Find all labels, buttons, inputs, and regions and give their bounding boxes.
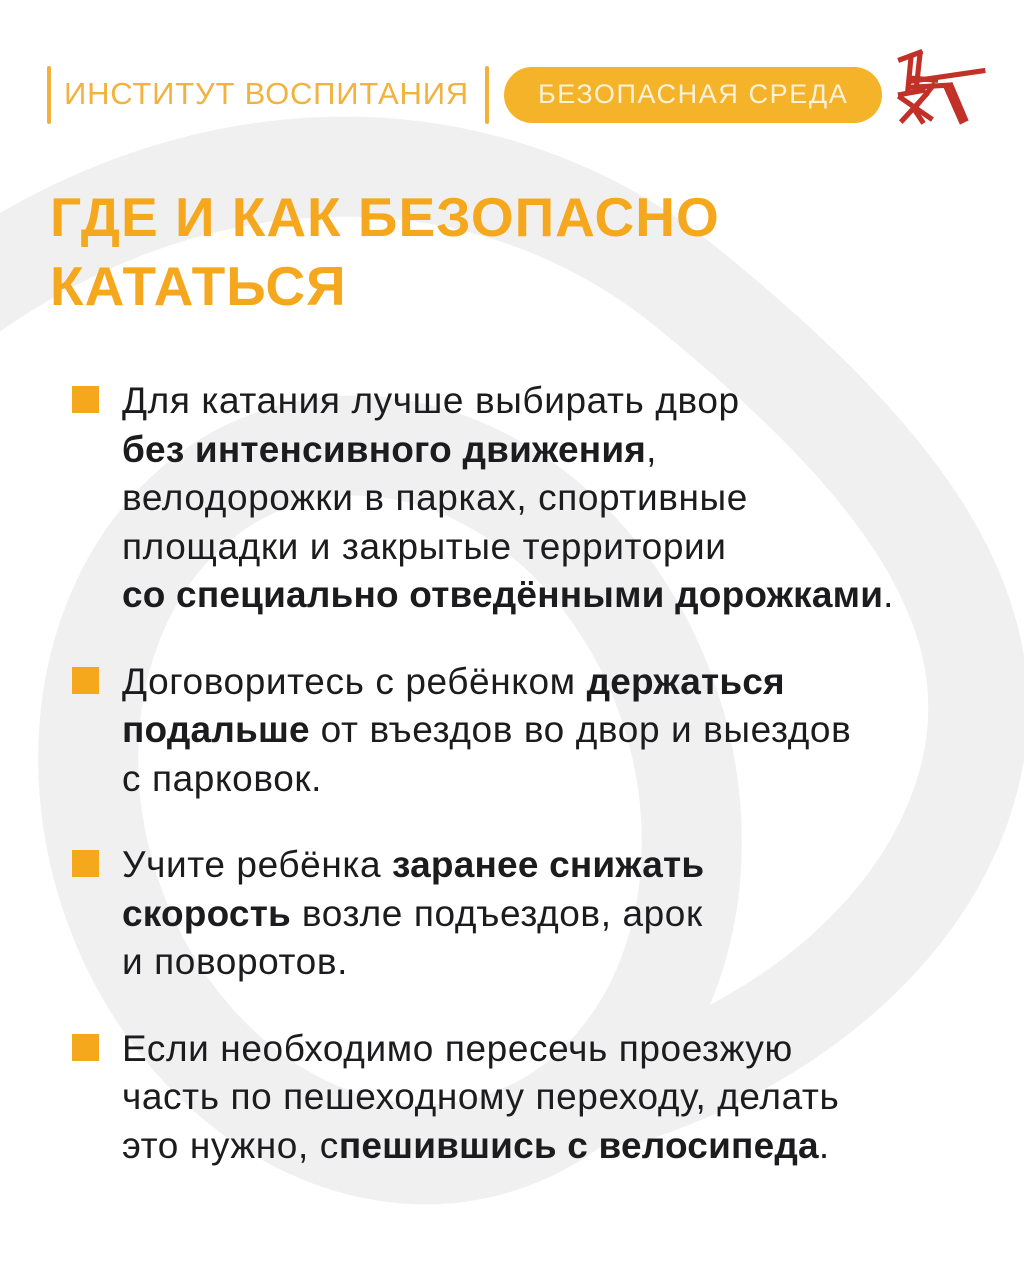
brand-divider-left — [47, 66, 51, 124]
page-title — [50, 183, 720, 321]
bullet-text: Учите ребёнка заранее снижать скорость возле подъездов, арок и поворотов. — [122, 844, 705, 982]
header — [47, 46, 988, 144]
page-title-line-1: ГДЕ И КАК БЕЗОПАСНО — [50, 186, 720, 248]
bullet-text: Для катания лучше выбирать двор без интенсивного движения, велодорожки в парках, спортивные площадки и закрытые территории со специально отведёнными дорожками. — [122, 380, 895, 615]
bullet-text: Договоритесь с ребёнком держаться подальше от въездов во двор и выездов с парковок. — [122, 660, 852, 799]
bullet-list — [72, 377, 974, 1208]
square-bullet-icon — [72, 386, 99, 413]
bullet-text: Если необходимо пересечь проезжую часть по пешеходному переходу, делать это нужно, спешившись с велосипеда. — [122, 1027, 840, 1166]
list-item — [72, 1025, 974, 1171]
list-item — [72, 377, 974, 620]
brand-title: ИНСТИТУТ ВОСПИТАНИЯ — [64, 76, 469, 111]
list-item — [72, 841, 974, 987]
square-bullet-icon — [72, 850, 99, 877]
brand-divider-right — [485, 66, 489, 124]
square-bullet-icon — [72, 1034, 99, 1061]
page-title-line-2: КАТАТЬСЯ — [50, 255, 347, 317]
list-item — [72, 658, 974, 804]
square-bullet-icon — [72, 667, 99, 694]
safe-environment-badge: БЕЗОПАСНАЯ СРЕДА — [504, 67, 882, 123]
rocking-horse-logo-icon — [882, 46, 990, 144]
